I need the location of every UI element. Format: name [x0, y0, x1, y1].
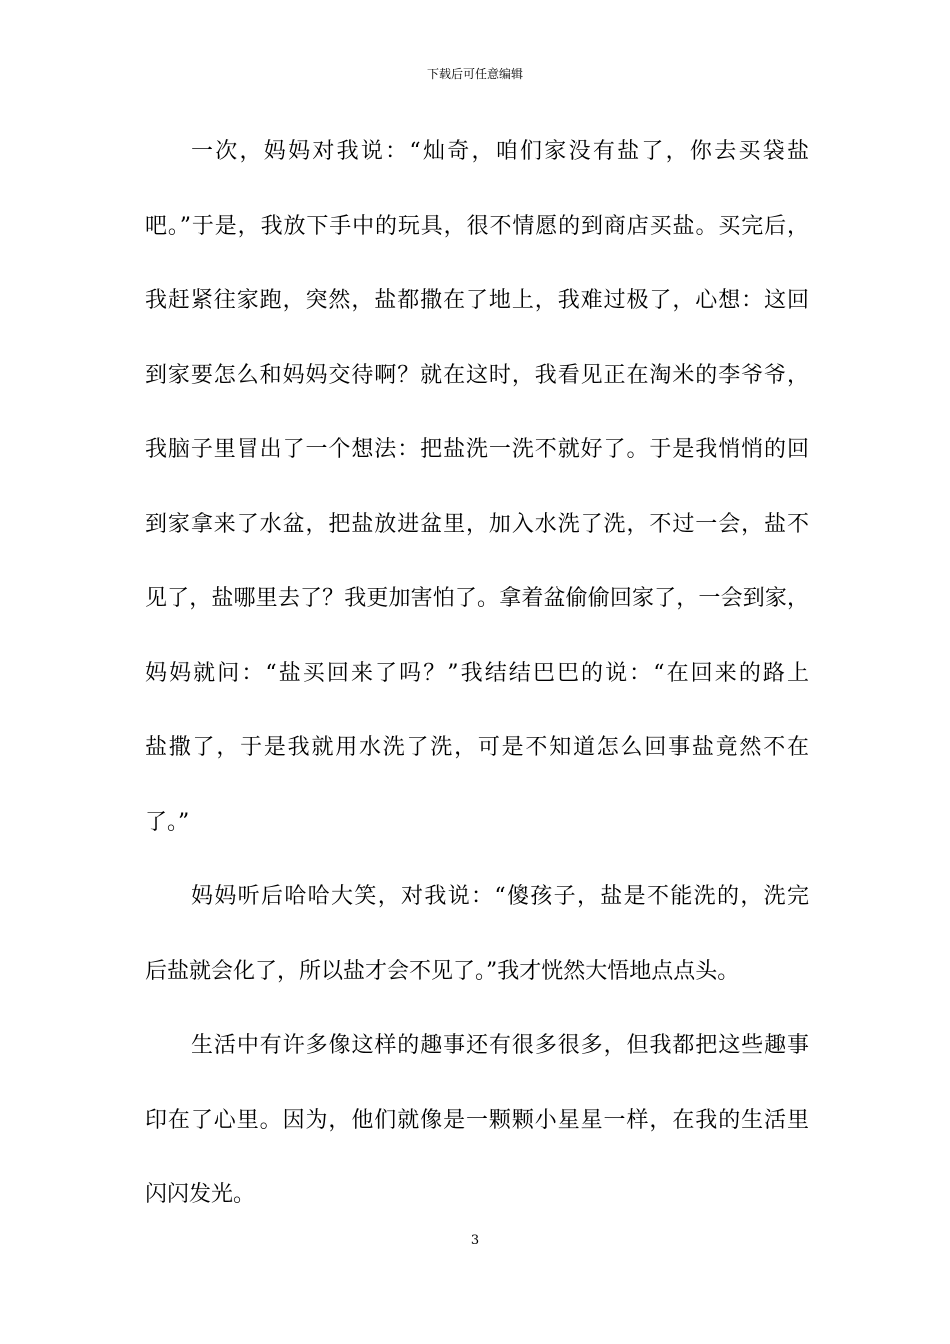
text-line: 到家拿来了水盆，把盐放进盆里，加入水洗了洗，不过一会，盐不 [145, 511, 809, 537]
text-line: 生活中有许多像这样的趣事还有很多很多，但我都把这些趣事 [191, 1033, 809, 1058]
page-header: 下载后可任意编辑 [426, 67, 523, 81]
text-line: 我脑子里冒出了一个想法：把盐洗一洗不就好了。于是我悄悄的回 [145, 437, 809, 462]
document-body [145, 128, 809, 1246]
text-line: 了。” [145, 809, 190, 835]
text-line: 我赶紧往家跑，突然，盐都撒在了地上，我难过极了，心想：这回 [145, 288, 809, 313]
text-line: 印在了心里。因为，他们就像是一颗颗小星星一样，在我的生活里 [145, 1107, 809, 1133]
text-line: 妈妈就问：“盐买回来了吗？”我结结巴巴的说：“在回来的路上 [145, 660, 809, 686]
text-line: 见了，盐哪里去了？我更加害怕了。拿着盆偷偷回家了，一会到家， [145, 586, 809, 611]
text-line: 后盐就会化了，所以盐才会不见了。”我才恍然大悟地点点头。 [145, 958, 740, 984]
text-line: 妈妈听后哈哈大笑，对我说：“傻孩子，盐是不能洗的，洗完 [191, 884, 809, 909]
text-line: 吧。”于是，我放下手中的玩具，很不情愿的到商店买盐。买完后， [145, 213, 809, 239]
text-line: 闪闪发光。 [145, 1182, 256, 1207]
text-line: 盐撒了，于是我就用水洗了洗，可是不知道怎么回事盐竟然不在 [145, 735, 809, 760]
text-line: 一次，妈妈对我说：“灿奇，咱们家没有盐了，你去买袋盐 [191, 139, 809, 164]
text-line: 到家要怎么和妈妈交待啊？就在这时，我看见正在淘米的李爷爷， [145, 362, 809, 388]
page-number: 3 [470, 1233, 480, 1248]
